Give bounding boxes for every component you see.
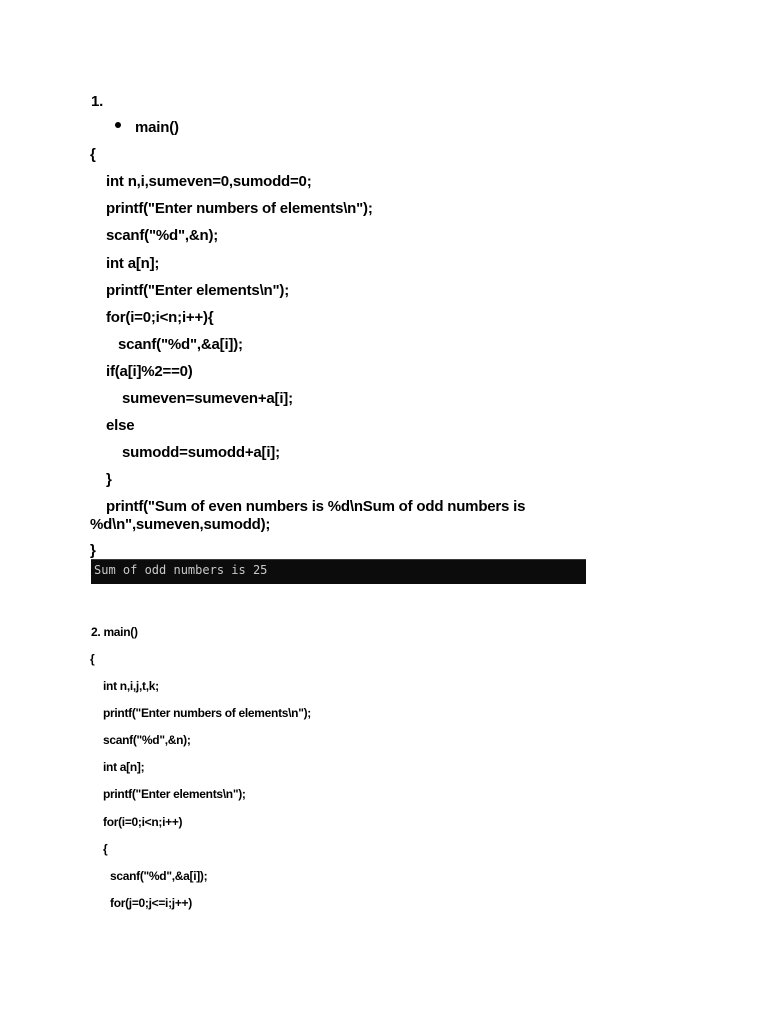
code-line: scanf("%d",&n); <box>106 227 219 244</box>
section-heading: 2. main() <box>91 625 138 639</box>
code-line: for(i=0;i<n;i++){ <box>106 309 214 326</box>
code-line: scanf("%d",&n); <box>103 733 191 747</box>
code-line: int n,i,j,t,k; <box>103 679 159 693</box>
code-line: %d\n",sumeven,sumodd); <box>90 516 271 533</box>
code-line: printf("Enter numbers of elements\n"); <box>103 706 311 720</box>
code-line: scanf("%d",&a[i]); <box>118 336 243 353</box>
bullet-dot-icon <box>115 122 121 128</box>
code-line: for(i=0;i<n;i++) <box>103 815 183 829</box>
code-line: } <box>106 471 112 488</box>
code-line: } <box>90 542 96 559</box>
code-line: { <box>90 652 95 666</box>
bullet-item-main: main() <box>135 119 179 136</box>
console-output-image <box>91 559 586 584</box>
code-line: { <box>90 146 96 163</box>
code-line: if(a[i]%2==0) <box>106 363 193 380</box>
code-line: printf("Enter elements\n"); <box>106 282 290 299</box>
code-line: printf("Enter elements\n"); <box>103 787 246 801</box>
code-line: int n,i,sumeven=0,sumodd=0; <box>106 173 312 190</box>
section-number: 1. <box>91 93 104 110</box>
code-line: { <box>103 842 108 856</box>
code-line: for(j=0;j<=i;j++) <box>110 896 192 910</box>
code-line: int a[n]; <box>106 255 160 272</box>
code-line: sumodd=sumodd+a[i]; <box>122 444 280 461</box>
console-output-text: Sum of odd numbers is 25 <box>94 563 268 577</box>
code-line: int a[n]; <box>103 760 145 774</box>
code-line: scanf("%d",&a[i]); <box>110 869 208 883</box>
code-line: else <box>106 417 135 434</box>
code-line: printf("Sum of even numbers is %d\nSum of odd numbers is <box>106 498 526 515</box>
code-line: sumeven=sumeven+a[i]; <box>122 390 293 407</box>
code-line: printf("Enter numbers of elements\n"); <box>106 200 373 217</box>
